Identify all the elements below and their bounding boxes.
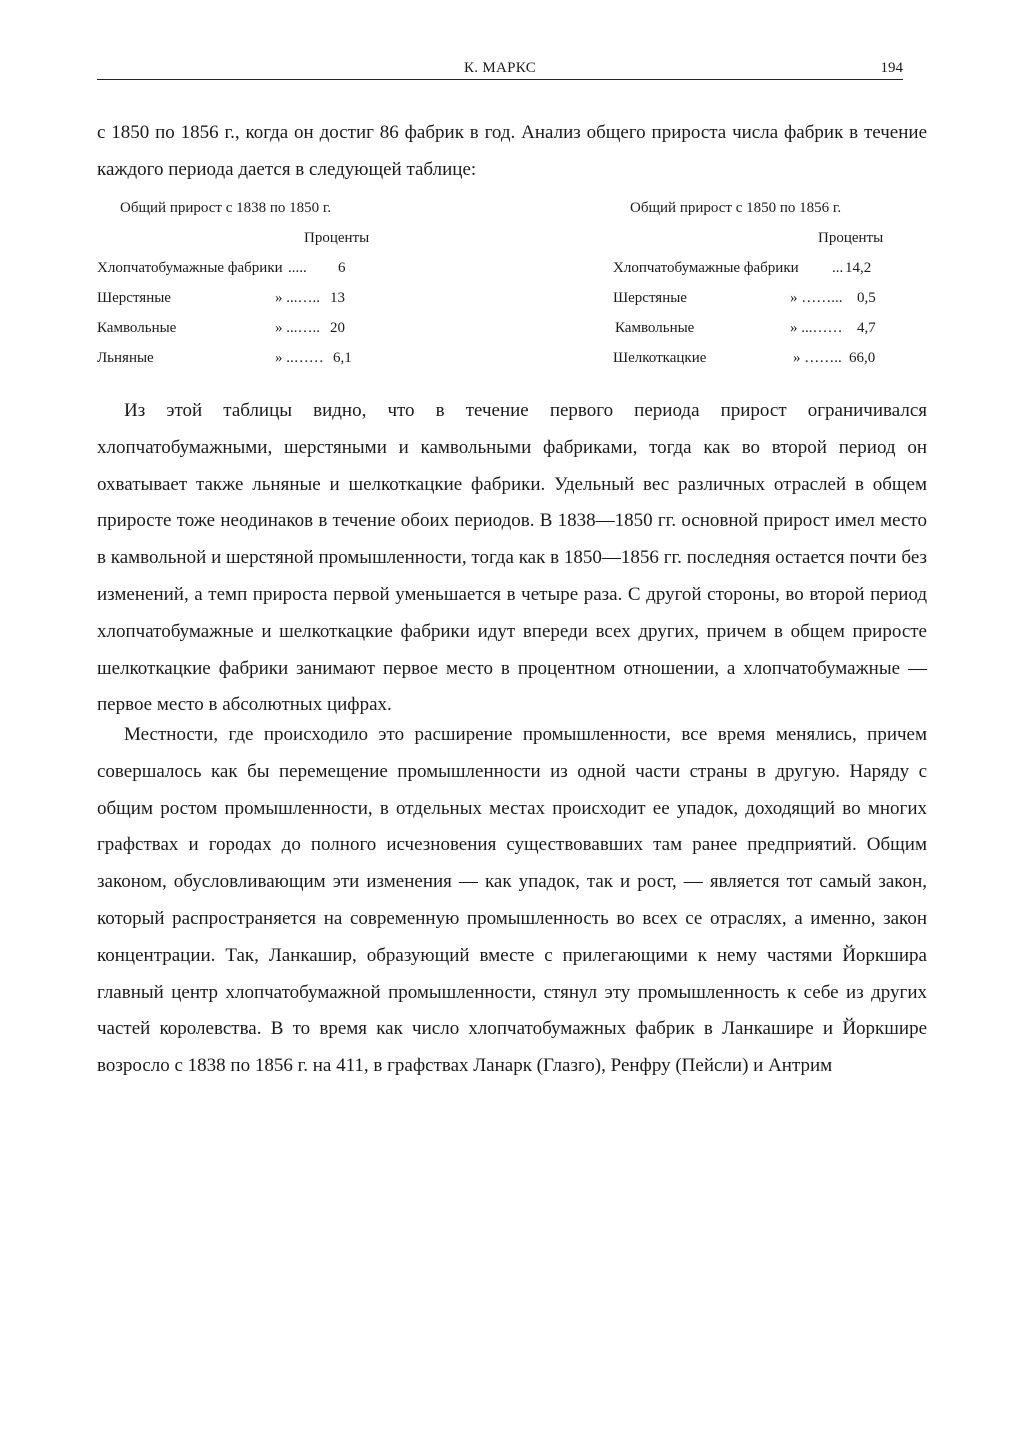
row-value: 66,0: [849, 350, 876, 366]
row-name: Шерстяные: [97, 290, 171, 306]
table-right-title: Общий прирост с 1850 по 1856 г.: [630, 200, 842, 216]
table-right-unit: Проценты: [818, 230, 884, 246]
row-fill: » ...…..: [275, 290, 320, 306]
row-fill: » ...……: [790, 320, 843, 336]
table-left-unit: Проценты: [304, 230, 370, 246]
running-header: [97, 60, 903, 80]
row-name: Шелкоткацкие: [613, 350, 707, 366]
row-fill: » ..……: [275, 350, 324, 366]
row-value: 14,2: [845, 260, 872, 276]
row-value: 6: [338, 260, 346, 276]
row-value: 20: [330, 320, 345, 336]
row-name: Камвольные: [615, 320, 695, 336]
row-value: 6,1: [333, 350, 352, 366]
row-name: Хлопчатобумажные фабрики: [97, 260, 283, 276]
row-value: 0,5: [857, 290, 876, 306]
row-fill: » ……...: [790, 290, 843, 306]
row-value: 4,7: [857, 320, 876, 336]
row-fill: .....: [288, 260, 307, 276]
row-fill: » ...…..: [275, 320, 320, 336]
body-paragraph: Из этой таблицы видно, что в течение первого периода прирост ограничивался хлопчатобумажными, шерстяными и камвольными фабриками, тогда как во второй период он охватывает также льняные и шелкоткацкие фабрики. Удельный вес различных отраслей в общем приросте тоже неодинаков в течение обоих периодов. В 1838—1850 гг. основной прирост имел место в камвольной и шерстяной промышленности, тогда как в 1850—1856 гг. последняя остается почти без изменений, а темп прироста первой уменьшается в четыре раза. С другой стороны, во второй период хлопчатобумажные и шелкоткацкие фабрики идут впереди всех других, причем в общем приросте шелкоткацкие фабрики занимают первое место в процентном отношении, а хлопчатобумажные — первое место в абсолютных цифрах.: [97, 400, 927, 716]
row-fill: » ……..: [793, 350, 842, 366]
row-name: Камвольные: [97, 320, 177, 336]
row-name: Хлопчатобумажные фабрики: [613, 260, 799, 276]
table-left-title: Общий прирост с 1838 по 1850 г.: [120, 200, 332, 216]
row-name: Льняные: [97, 350, 154, 366]
row-fill: ...: [832, 260, 844, 276]
intro-paragraph: с 1850 по 1856 г., когда он достиг 86 фабрик в год. Анализ общего прироста числа фабрик в течение каждого периода дается в следующей таблице:: [97, 122, 927, 180]
row-name: Шерстяные: [613, 290, 687, 306]
page-number: 194: [880, 60, 903, 76]
body-paragraph: Местности, где происходило это расширение промышленности, все время менялись, причем совершалось как бы перемещение промышленности из одной части страны в другую. Наряду с общим ростом промышленности, в отдельных местах происходит ее упадок, доходящий во многих графствах и городах до полного исчезновения существовавших там ранее предприятий. Общим законом, обусловливающим эти изменения — как упадок, так и рост, — является тот самый закон, который распространяется на современную промышленность во всех се отраслях, а именно, закон концентрации. Так, Ланкашир, образующий вместе с прилегающими к нему частями Йоркшира главный центр хлопчатобумажной промышленности, стянул эту промышленность к себе из других частей королевства. В то время как число хлопчатобумажных фабрик в Ланкашире и Йоркшире возросло с 1838 по 1856 г. на 411, в графствах Ланарк (Глазго), Ренфру (Пейсли) и Антрим: [97, 724, 927, 1077]
header-title: К. МАРКС: [463, 60, 537, 76]
row-value: 13: [330, 290, 345, 306]
